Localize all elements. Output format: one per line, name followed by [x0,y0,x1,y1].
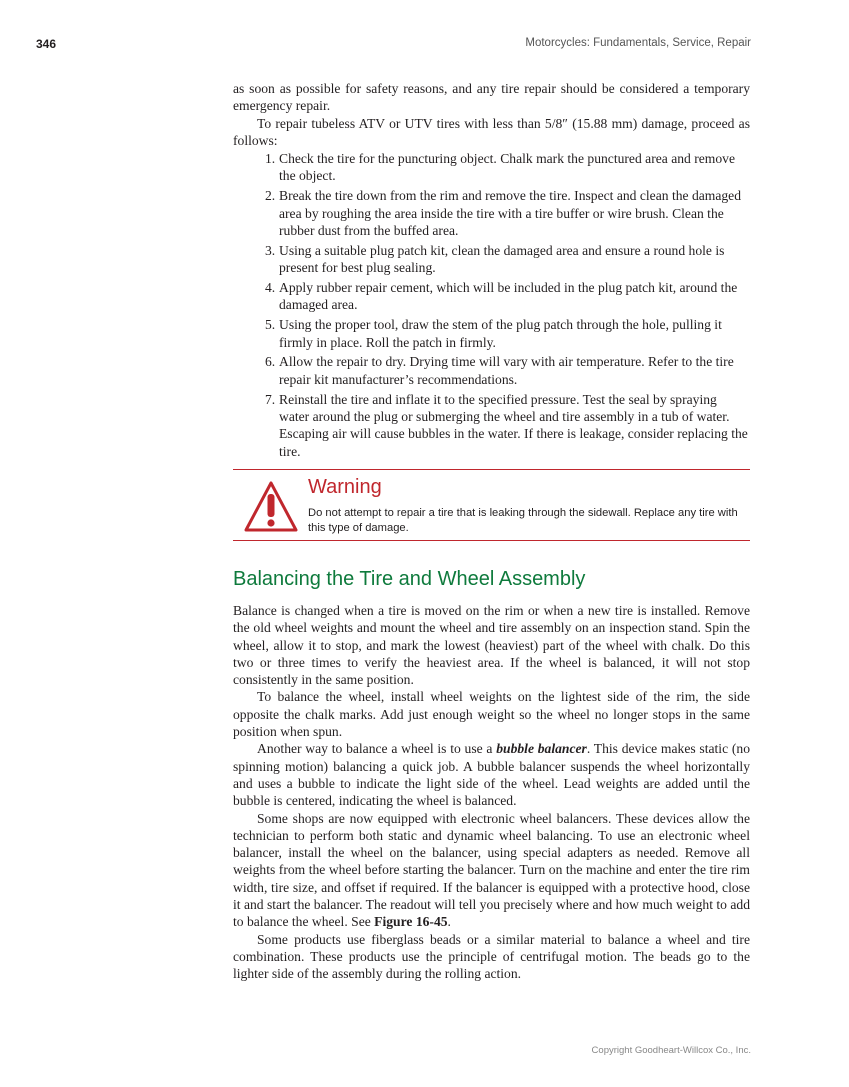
list-item [233,279,750,314]
step-number: 6. [265,354,276,370]
warning-triangle-icon [243,480,299,534]
step-number: 3. [265,242,276,258]
bubble-balancer-term: bubble balancer [496,741,587,757]
section-paragraph-4 [233,810,750,931]
step-text: Check the tire for the puncturing object. Chalk mark the punctured area and remove the object. [279,151,735,184]
list-item [233,353,750,388]
step-text: Using a suitable plug patch kit, clean the damaged area and ensure a round hole is present for best plug sealing. [279,242,725,276]
list-item [233,150,750,185]
paragraph-text: Some shops are now equipped with electronic wheel balancers. These devices allow the technician to perform both static and dynamic wheel balancing. To use an electronic wheel balancer, install the wheel on the balancer, using special adapters as needed. Remove all weights from the wheel before starting the balancer. Turn on the machine and enter the tire rim width, tire size, and offset if required. If the balancer is equipped with a protective hood, close it and start the balancer. The readout will tell you precisely where and how much weight to add to balance the wheel. See [233,810,750,930]
section-paragraph-1: Balance is changed when a tire is moved on the rim or when a new tire is installed. Remove the old wheel weights and mount the wheel and tire assembly on an inspection stand. Spin the wheel, allow it to stop, and mark the lowest (heaviest) part of the wheel with chalk. Do this two or three times to verify the heaviest area. If the wheel is balanced, it will not stop consistently in the same position. [233,603,750,688]
section-heading: Balancing the Tire and Wheel Assembly [233,568,586,590]
running-header-title: Motorcycles: Fundamentals, Service, Repair [525,37,751,49]
copyright-footer: Copyright Goodheart-Willcox Co., Inc. [591,1045,751,1056]
step-number: 5. [265,317,276,333]
warning-text: Do not attempt to repair a tire that is leaking through the sidewall. Replace any tire with this type of damage. [308,507,738,534]
page-number: 346 [36,37,57,51]
step-number: 4. [265,280,276,296]
step-number: 1. [265,151,276,167]
step-text: Using the proper tool, draw the stem of the plug patch through the hole, pulling it firmly in place. Roll the patch in firmly. [279,317,722,350]
list-item [233,187,750,239]
warning-title: Warning [308,476,382,498]
section-paragraph-3 [233,740,750,809]
list-item [233,316,750,351]
paragraph-text: Another way to balance a wheel is to use a [257,741,497,757]
warning-box [233,469,750,541]
intro-paragraph-2: To repair tubeless ATV or UTV tires with less than 5/8″ (15.88 mm) damage, proceed as follows: [233,115,750,148]
section-paragraph-2: To balance the wheel, install wheel weights on the lightest side of the rim, the side opposite the chalk marks. Add just enough weight so the wheel no longer stops in the same position when spun. [233,689,750,740]
intro-content [233,80,750,462]
paragraph-text: . This device makes static (no spinning motion) balancing a quick job. A bubble balancer suspends the wheel horizontally and uses a bubble to indicate the light side of the wheel. Lead weights are added until the bubble is centered, indicating the wheel is balanced. [233,741,750,809]
figure-reference: Figure 16-45 [374,914,448,930]
repair-steps-list [233,150,750,460]
step-text: Apply rubber repair cement, which will be included in the plug patch kit, around the damaged area. [279,280,738,313]
list-item [233,242,750,277]
section-paragraph-5: Some products use fiberglass beads or a similar material to balance a wheel and tire combination. These products use the principle of centrifugal motion. The beads go to the lighter side of the assembly during the rolling action. [233,931,750,982]
step-text: Reinstall the tire and inflate it to the specified pressure. Test the seal by spraying water around the plug or submerging the wheel and tire assembly in a tub of water. Escaping air will cause bubbles in the water. If there is leakage, consider replacing the tire. [279,391,748,459]
step-text: Break the tire down from the rim and remove the tire. Inspect and clean the damaged area by roughing the area inside the tire with a tire buffer or wire brush. Clean the rubber dust from the buffed area. [279,188,742,238]
balancing-section [233,566,750,983]
step-number: 2. [265,188,276,204]
step-text: Allow the repair to dry. Drying time will vary with air temperature. Refer to the tire repair kit manufacturer’s recommendations. [279,354,734,387]
step-number: 7. [265,391,276,407]
paragraph-text: . [447,914,451,930]
intro-paragraph: as soon as possible for safety reasons, and any tire repair should be considered a temporary emergency repair. [233,81,750,114]
list-item [233,391,750,460]
